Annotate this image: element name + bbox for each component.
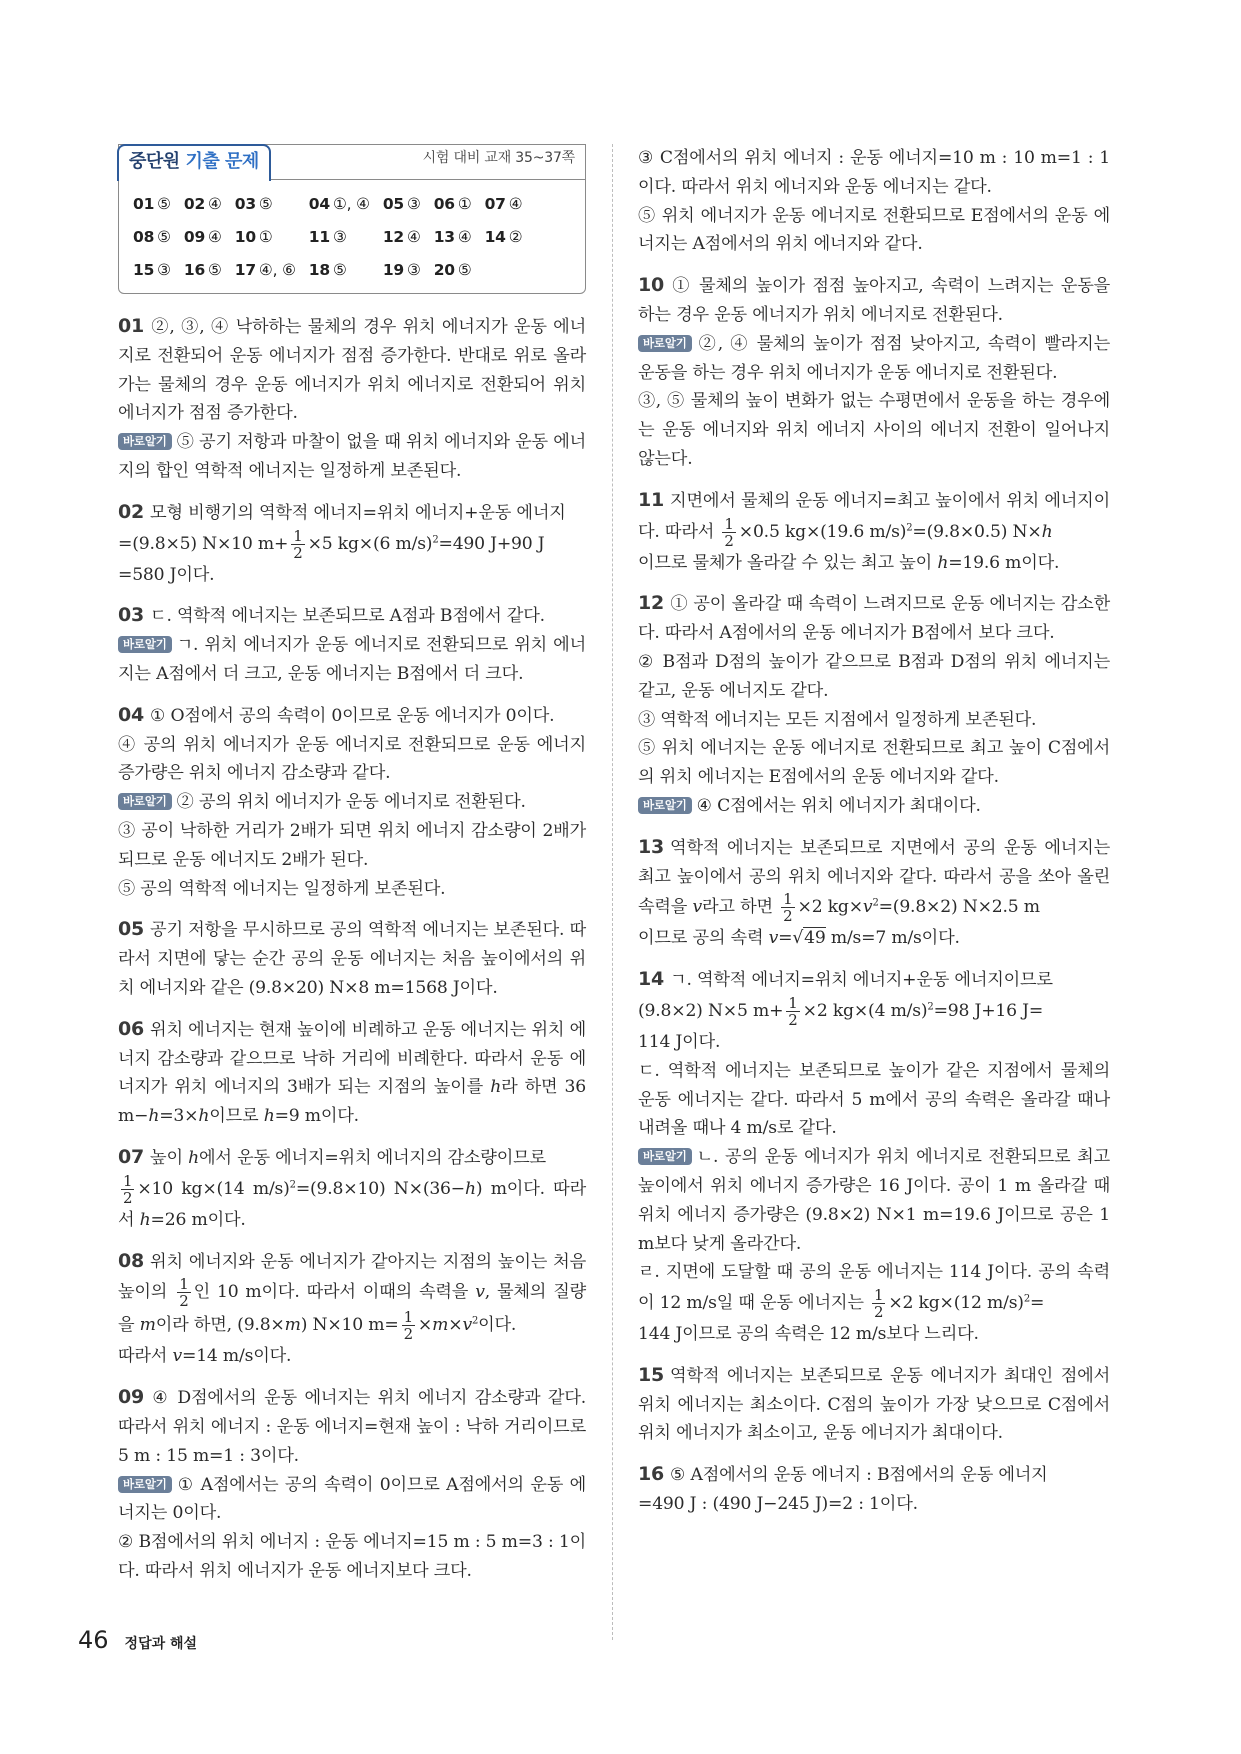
solution-text: ⑤ A점에서의 운동 에너지 : B점에서의 운동 에너지 <box>670 1465 1048 1486</box>
solution-text: ⑤ 공기 저항과 마찰이 없을 때 위치 에너지와 운동 에너지의 합인 역학적 에너지는 일정하게 보존된다. <box>118 432 586 481</box>
answer-item: 15 ③ <box>133 261 171 279</box>
item-number: 16 <box>638 1463 665 1486</box>
solution-10 <box>638 271 1110 474</box>
solution-11: 11 지면에서 물체의 운동 에너지=최고 높이에서 위치 에너지이다. 따라서 $\frac{1}{2}$ ×0.5 kg×(19.6 m/s)$^2$=(9.8×0.5) N×h 이므로 물체가 올라갈 수 있는 최고 높이 h=19.6 m이다. <box>638 488 1110 573</box>
solution-text: ② B점과 D점의 높이가 같으므로 B점과 D점의 위치 에너지는 같고, 운동 에너지도 같다. <box>638 651 1110 701</box>
answer-item: 14 ② <box>484 228 523 246</box>
footer-title: 정답과 해설 <box>124 1636 198 1652</box>
section-title-a: 중단원 <box>129 151 186 173</box>
item-number: 04 <box>118 703 145 726</box>
fraction: $\frac{1}{2}$ <box>403 1308 413 1344</box>
solution-text: ②, ③, ④ 낙하하는 물체의 경우 위치 에너지가 운동 에너지로 전환되어 운동 에너지가 점점 증가한다. 반대로 위로 올라가는 물체의 경우 운동 에너지가 위치 에너지로 전환되어 위치 에너지가 점점 증가한다. <box>118 317 586 424</box>
solution-08: 08 위치 에너지와 운동 에너지가 같아지는 지점의 높이는 처음 높이의 $\frac{1}{2}$ 인 10 m이다. 따라서 이때의 속력을 v, 물체의 질량을 m이라 하면, (9.8×m) N×10 m= $\frac{1}{2}$ $\times m\times v^2$이다. 따라서 v=14 m/s이다. <box>118 1249 587 1367</box>
solution-text: ① A점에서는 공의 속력이 0이므로 A점에서의 운동 에너지는 0이다. <box>118 1474 586 1524</box>
item-number: 06 <box>118 1017 145 1040</box>
solution-01 <box>118 312 586 486</box>
square-root: 49 <box>804 928 826 949</box>
solution-text: ② B점에서의 위치 에너지 : 운동 에너지=15 m : 5 m=3 : 1이다. 따라서 위치 에너지가 운동 에너지보다 크다. <box>118 1532 586 1581</box>
fraction: $\frac{1}{2}$ <box>293 526 303 562</box>
answer-item: 10 ① <box>234 228 273 246</box>
answer-item: 16 ⑤ <box>183 261 222 279</box>
solution-text: ㄱ. 위치 에너지가 운동 에너지로 전환되므로 위치 에너지는 A점에서 더 크고, 운동 에너지는 B점에서 더 크다. <box>118 635 586 684</box>
item-number: 08 <box>118 1249 145 1272</box>
answer-item: 13 ④ <box>433 228 472 246</box>
fraction: $\frac{1}{2}$ <box>724 514 734 550</box>
solution-text: =490 J : (490 J−245 J)=2 : 1이다. <box>638 1494 918 1515</box>
solution-text: ④ C점에서는 위치 에너지가 최대이다. <box>696 795 981 816</box>
textbook-reference: 시험 대비 교재 35~37쪽 <box>422 150 575 167</box>
right-column <box>638 144 1110 1531</box>
solution-text: ⑤ 위치 에너지는 운동 에너지로 전환되므로 최고 높이 C점에서의 위치 에너지는 E점에서의 운동 에너지와 같다. <box>638 738 1110 788</box>
solution-16 <box>638 1460 1110 1519</box>
answer-item: 17 ④, ⑥ <box>234 261 296 279</box>
item-number: 15 <box>638 1363 665 1386</box>
fraction: $\frac{1}{2}$ <box>874 1286 884 1322</box>
answer-item: 02 ④ <box>183 195 222 213</box>
solution-12 <box>638 589 1110 820</box>
answer-item: 09 ④ <box>183 228 222 246</box>
item-number: 12 <box>638 592 665 615</box>
answer-item: 20 ⑤ <box>433 261 472 279</box>
answer-item: 01 ⑤ <box>133 195 171 213</box>
solution-03 <box>118 601 586 688</box>
item-number: 01 <box>118 315 145 337</box>
solution-text: ③ 공이 낙하한 거리가 2배가 되면 위치 에너지 감소량이 2배가 되므로 운동 에너지도 2배가 된다. <box>118 820 586 870</box>
solution-text: ② 공의 위치 에너지가 운동 에너지로 전환된다. <box>176 792 526 813</box>
fraction: $\frac{1}{2}$ <box>783 890 793 926</box>
item-number: 09 <box>118 1386 145 1409</box>
page-footer <box>78 1626 197 1654</box>
answer-item: 18 ⑤ <box>308 261 347 279</box>
fraction: $\frac{1}{2}$ <box>123 1171 133 1207</box>
solution-text: ① O점에서 공의 속력이 0이므로 운동 에너지가 0이다. <box>150 705 555 726</box>
item-number: 10 <box>638 274 665 297</box>
answer-item: 05 ③ <box>382 195 421 213</box>
solution-text: ③, ⑤ 물체의 높이 변화가 없는 수평면에서 운동을 하는 경우에는 운동 에너지와 위치 에너지 사이의 에너지 전환이 일어나지 않는다. <box>638 391 1110 469</box>
solution-text: ④ 공의 위치 에너지가 운동 에너지로 전환되므로 운동 에너지 증가량은 위치 에너지 감소량과 같다. <box>118 734 586 784</box>
page-number: 46 <box>78 1626 109 1654</box>
correction-tag: 바로알기 <box>118 433 172 450</box>
correction-tag: 바로알기 <box>638 335 692 352</box>
correction-tag: 바로알기 <box>118 1476 172 1493</box>
fraction: $\frac{1}{2}$ <box>179 1275 189 1311</box>
solution-text: 모형 비행기의 역학적 에너지=위치 에너지+운동 에너지 <box>150 502 566 523</box>
answer-item: 11 ③ <box>308 228 347 246</box>
correction-tag: 바로알기 <box>118 636 172 653</box>
answer-item: 04 ①, ④ <box>308 195 370 213</box>
solution-text: ⑤ 공의 역학적 에너지는 일정하게 보존된다. <box>118 878 446 899</box>
solution-text: ③ C점에서의 위치 에너지 : 운동 에너지=10 m : 10 m=1 : 1이다. 따라서 위치 에너지와 운동 에너지는 같다. <box>638 148 1110 197</box>
answer-grid <box>119 180 585 293</box>
correction-tag: 바로알기 <box>638 1148 692 1165</box>
solution-text: 역학적 에너지는 보존되므로 운동 에너지가 최대인 점에서 위치 에너지는 최소이다. C점의 높이가 가장 낮으므로 C점에서 위치 에너지가 최소이고, 운동 에너지가 최대이다. <box>638 1365 1110 1444</box>
answer-item: 19 ③ <box>382 261 421 279</box>
solution-text: 공기 저항을 무시하므로 공의 역학적 에너지는 보존된다. 따라서 지면에 닿는 순간 공의 운동 에너지는 처음 높이에서의 위치 에너지와 같은 (9.8×20) N×8 m=1568 J이다. <box>118 920 586 998</box>
solution-text: ① 공이 올라갈 때 속력이 느려지므로 운동 에너지는 감소한다. 따라서 A점에서의 운동 에너지가 B점에서 보다 크다. <box>638 594 1110 644</box>
answer-box-header <box>119 145 585 180</box>
answer-item: 03 ⑤ <box>234 195 273 213</box>
item-number: 03 <box>118 604 145 627</box>
solution-09-continued <box>638 144 1110 259</box>
item-number: 13 <box>638 835 665 858</box>
solution-07: 07 높이 h에서 운동 에너지=위치 에너지의 감소량이므로 $\frac{1}{2}$ ×10 kg×(14 m/s)$^2$=(9.8×10) N×(36−h) m이다. 따라서 h=26 m이다. <box>118 1145 586 1230</box>
answer-item: 08 ⑤ <box>133 228 171 246</box>
answer-box <box>118 144 586 294</box>
section-title-b: 기출 문제 <box>185 151 259 173</box>
left-column <box>118 144 586 1598</box>
solution-09 <box>118 1383 586 1586</box>
answer-item: 07 ④ <box>484 195 523 213</box>
correction-tag: 바로알기 <box>118 793 172 810</box>
solution-text: =580 J이다. <box>118 564 215 585</box>
solution-05 <box>118 915 586 1002</box>
fraction: $\frac{1}{2}$ <box>788 993 798 1029</box>
column-divider <box>612 144 613 1640</box>
correction-tag: 바로알기 <box>638 797 692 814</box>
answer-item: 12 ④ <box>382 228 421 246</box>
item-number: 07 <box>118 1145 145 1168</box>
section-title <box>117 144 271 181</box>
solution-15 <box>638 1361 1110 1448</box>
item-number: 11 <box>638 488 665 511</box>
item-number: 02 <box>118 500 145 523</box>
solution-02 <box>118 498 586 590</box>
solution-13: 13 역학적 에너지는 보존되므로 지면에서 공의 운동 에너지는 최고 높이에서 공의 위치 에너지와 같다. 따라서 공을 쏘아 올린 속력을 v라고 하면 $\frac{1}{2}$ ×2 $kg\times v^2=(9.8\times 2)$ N×2.5 m 이므로 공의 속력 v=√49 m/s=7 m/s이다. <box>638 835 1110 949</box>
solution-text: ㄷ. 역학적 에너지는 보존되므로 A점과 B점에서 같다. <box>150 606 545 627</box>
item-number: 14 <box>638 968 665 991</box>
answer-item: 06 ① <box>433 195 472 213</box>
solution-text: ④ D점에서의 운동 에너지는 위치 에너지 감소량과 같다. 따라서 위치 에너지 : 운동 에너지=현재 높이 : 낙하 거리이므로 5 m : 15 m=1 : 3이다. <box>118 1388 586 1466</box>
solution-text: ②, ④ 물체의 높이가 점점 낮아지고, 속력이 빨라지는 운동을 하는 경우 위치 에너지가 운동 에너지로 전환된다. <box>638 333 1110 383</box>
solution-14: 14 ㄱ. 역학적 에너지=위치 에너지+운동 에너지이므로 (9.8×2) N×5 m+ $\frac{1}{2}$ ×2 kg×(4 m/s)$^2$=98 J+16 J= 114 J이다. ㄷ. 역학적 에너지는 보존되므로 높이가 같은 지점에서 물체의 운동 에너지는 같다. 따라서 5 m에서 공의 속력은 올라갈 때나 내려올 때나 4 m/s로 같다. 바로알기 ㄴ. 공의 운동 에너지가 위치 에너지로 전환되므로 최고 높이에서 위치 에너지 증가량은 16 J이다. 공이 1 m 올라갈 때 위치 에너지 증가량은 (9.8×2) N×1 m=19.6 J이므로 공은 1 m보다 낮게 올라간다. ㄹ. 지면에 도달할 때 공의 운동 에너지는 114 J이다. 공의 속력이 12 m/s일 때 운동 에너지는 $\frac{1}{2}$ ×2 kg×(12 m/s)$^2$= 144 J이므로 공의 속력은 12 m/s보다 느리다. <box>638 968 1110 1345</box>
solution-text: ⑤ 위치 에너지가 운동 에너지로 전환되므로 E점에서의 운동 에너지는 A점에서의 위치 에너지와 같다. <box>638 205 1110 255</box>
solution-text: ① 물체의 높이가 점점 높아지고, 속력이 느려지는 운동을 하는 경우 운동 에너지가 위치 에너지로 전환된다. <box>638 276 1110 325</box>
equation: =(9.8×5) N×10 m+ $\frac{1}{2}$ ×5 kg×(6 m/s)$^2$=490 J+90 J <box>118 526 545 562</box>
solution-04 <box>118 701 586 904</box>
solution-06: 06 위치 에너지는 현재 높이에 비례하고 운동 에너지는 위치 에너지 감소량과 같으므로 낙하 거리에 비례한다. 따라서 운동 에너지가 위치 에너지의 3배가 되는 지점의 높이를 h라 하면 36 m−h=3×h이므로 h=9 m이다. <box>118 1017 587 1127</box>
solution-text: ③ 역학적 에너지는 모든 지점에서 일정하게 보존된다. <box>638 709 1037 730</box>
item-number: 05 <box>118 918 145 941</box>
